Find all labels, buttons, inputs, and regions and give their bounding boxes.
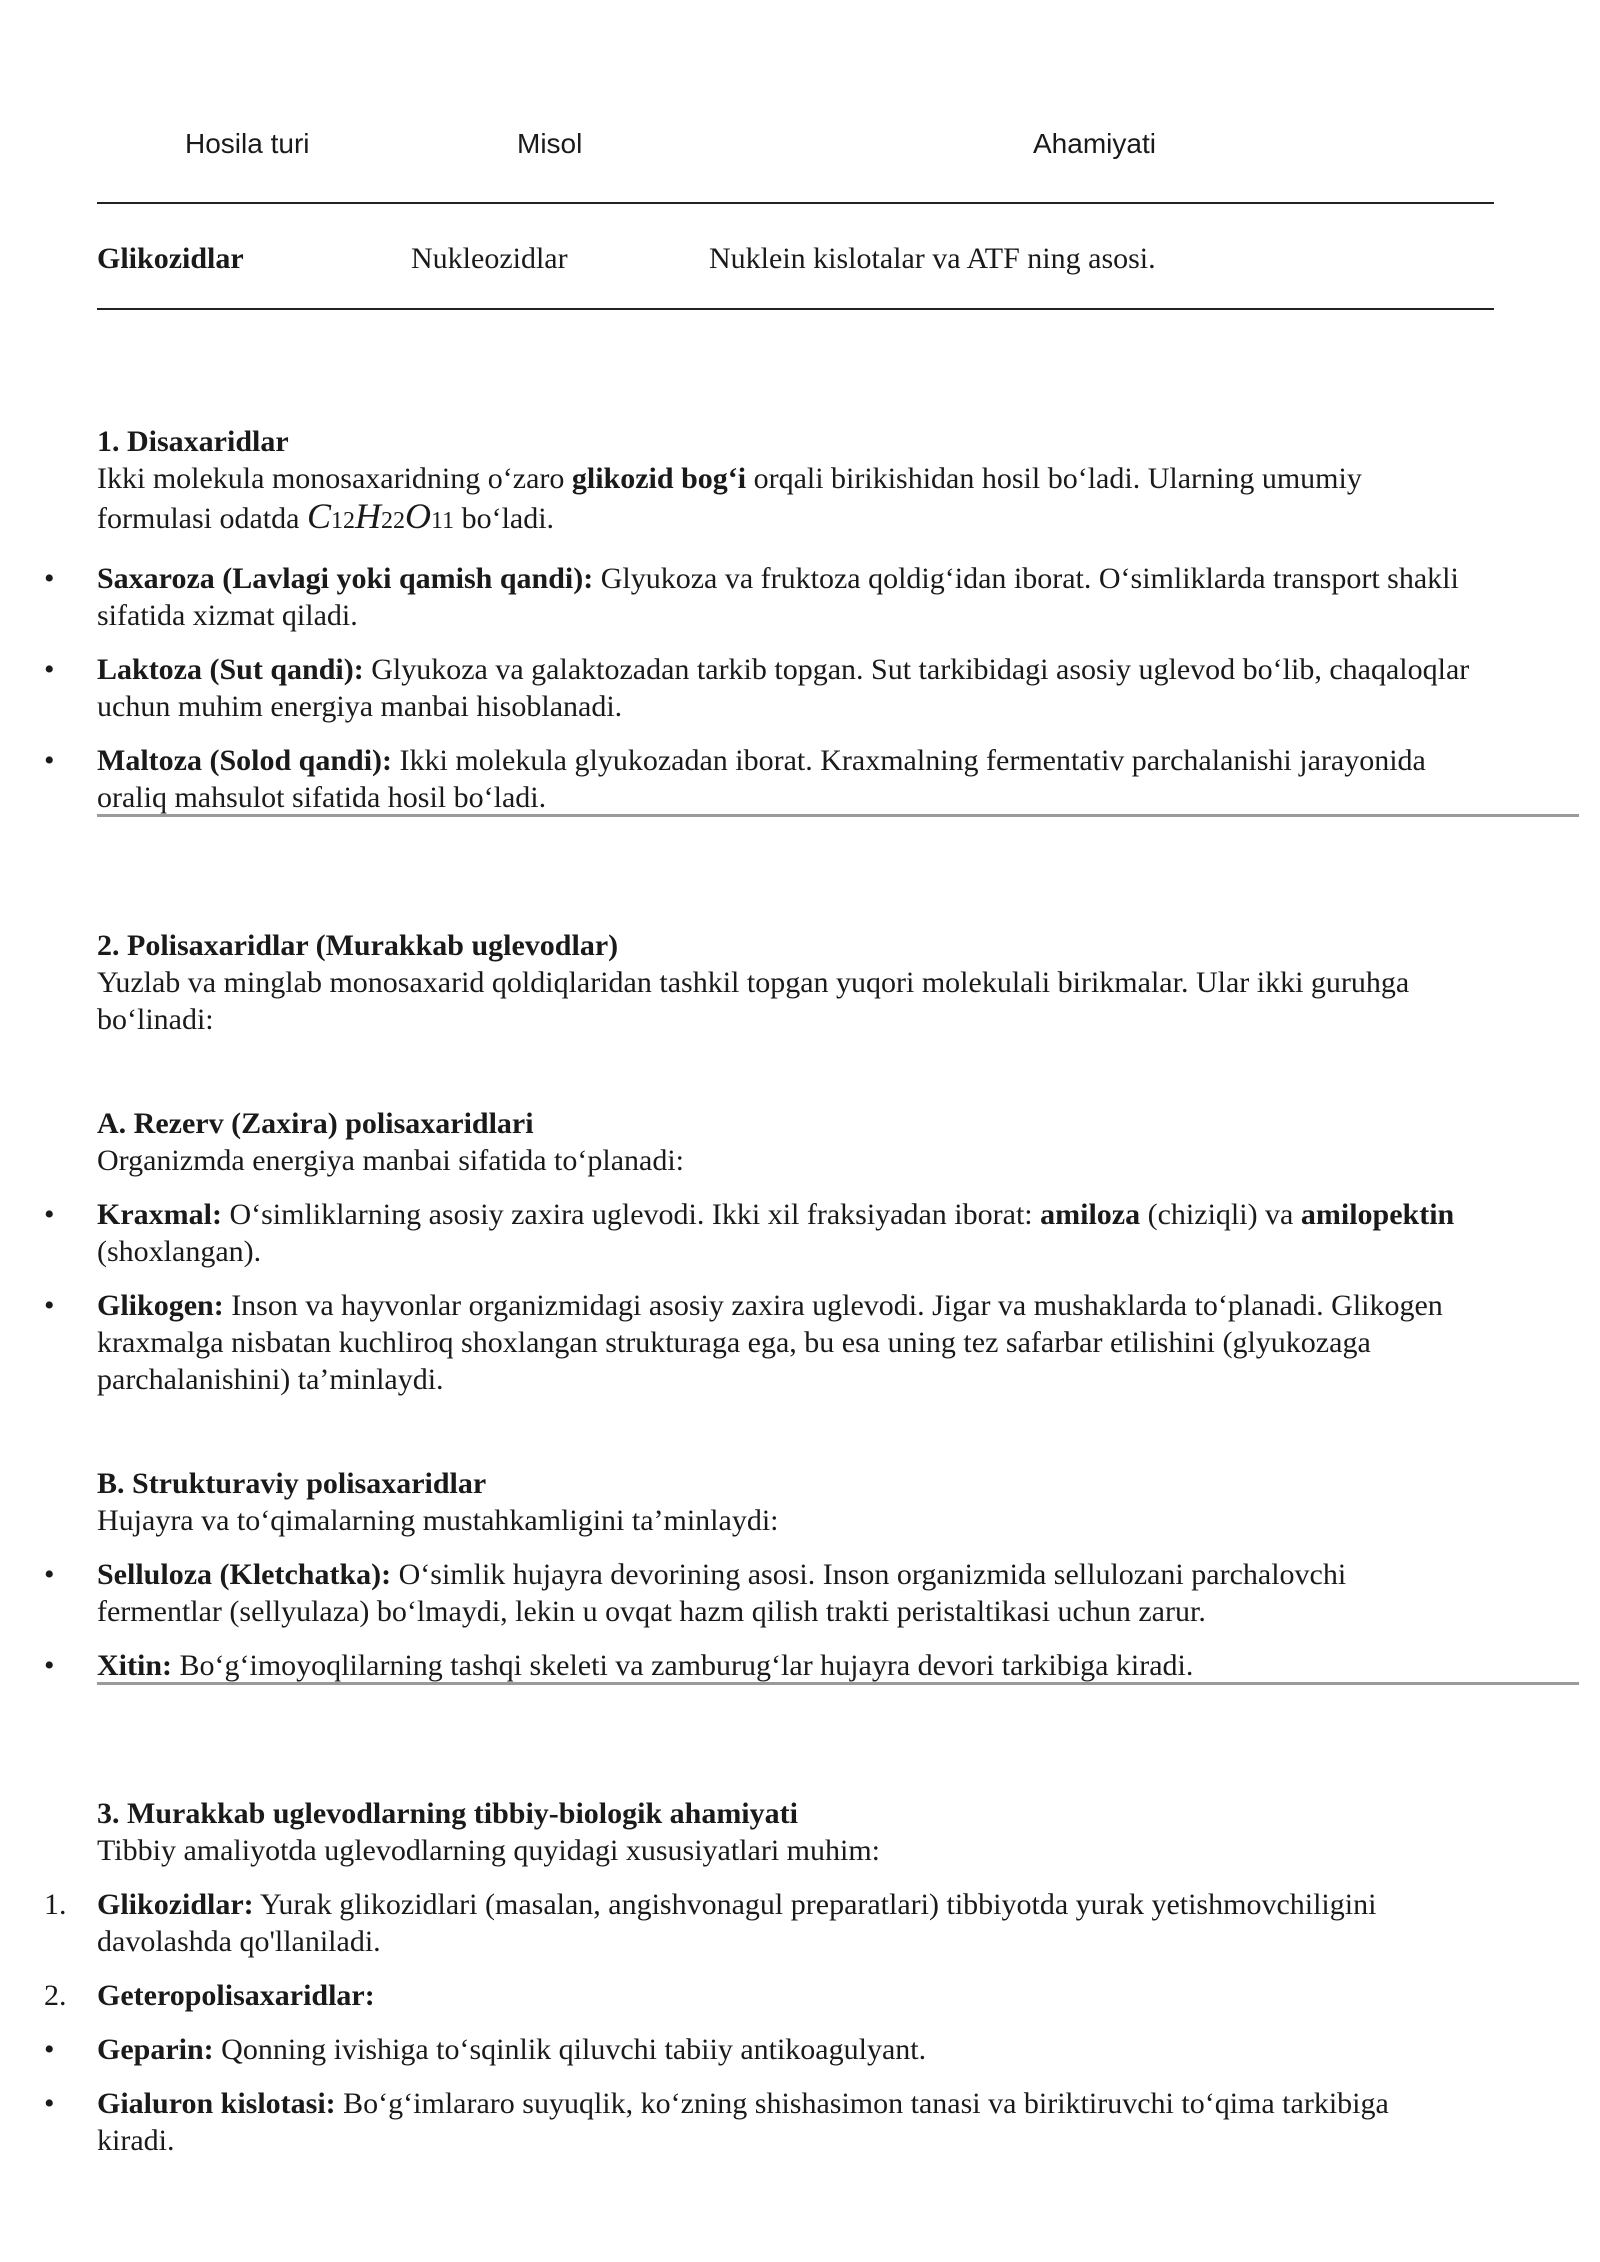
- list-item: Glikogen: Inson va hayvonlar organizmidagi asosiy zaxira uglevodi. Jigar va mushaklarda to‘planadi. Glikogen: [97, 1289, 1443, 1322]
- list-number: 2.: [44, 1979, 67, 2012]
- subsection-heading: B. Strukturaviy polisaxaridlar: [97, 1467, 487, 1500]
- bullet-marker: •: [44, 1649, 55, 1682]
- list-item: Maltoza (Solod qandi): Ikki molekula glyukozadan iborat. Kraxmalning fermentativ parchalanishi jarayonida: [97, 744, 1426, 777]
- list-item: Xitin: Bo‘g‘imoyoqlilarning tashqi skeleti va zamburug‘lar hujayra devori tarkibiga kiradi.: [97, 1649, 1194, 1682]
- list-item-line: fermentlar (sellyulaza) bo‘lmaydi, lekin u ovqat hazm qilish trakti peristaltikasi uchun zarur.: [97, 1595, 1206, 1628]
- bullet-marker: •: [44, 2033, 55, 2066]
- paragraph-line: Tibbiy amaliyotda uglevodlarning quyidagi xususiyatlari muhim:: [97, 1834, 880, 1867]
- table-header-cell: Ahamiyati: [1033, 128, 1156, 159]
- list-item: Saxaroza (Lavlagi yoki qamish qandi): Glyukoza va fruktoza qoldig‘idan iborat. O‘simliklarda transport shakli: [97, 562, 1459, 595]
- bullet-marker: •: [44, 1558, 55, 1591]
- table-header-cell: Hosila turi: [185, 128, 310, 159]
- bullet-marker: •: [44, 744, 55, 777]
- list-item: Gialuron kislotasi: Bo‘g‘imlararo suyuqlik, ko‘zning shishasimon tanasi va biriktiruvchi to‘qima tarkibiga: [97, 2087, 1389, 2120]
- chemical-formula: C12H22O11: [306, 496, 455, 536]
- list-item: Selluloza (Kletchatka): O‘simlik hujayra devorining asosi. Inson organizmida sellulozani parchalovchi: [97, 1558, 1347, 1591]
- table-cell: Nukleozidlar: [411, 242, 568, 275]
- numbered-item: Geteropolisaxaridlar:: [97, 1979, 375, 2012]
- list-item: Geparin: Qonning ivishiga to‘sqinlik qiluvchi tabiiy antikoagulyant.: [97, 2033, 927, 2066]
- list-item-line: uchun muhim energiya manbai hisoblanadi.: [97, 690, 623, 723]
- subsection-heading: A. Rezerv (Zaxira) polisaxaridlari: [97, 1107, 534, 1140]
- bullet-marker: •: [44, 2087, 55, 2120]
- bullet-marker: •: [44, 653, 55, 686]
- list-number: 1.: [44, 1888, 67, 1921]
- bullet-marker: •: [44, 1289, 55, 1322]
- paragraph-line: formulasi odatda C12H22O11 bo‘ladi.: [97, 496, 555, 536]
- table-header-row: [97, 128, 1494, 176]
- section-separator: [97, 1682, 1579, 1685]
- list-item-line: kiradi.: [97, 2124, 175, 2157]
- section-heading: 3. Murakkab uglevodlarning tibbiy-biologik ahamiyati: [97, 1797, 798, 1830]
- bullet-marker: •: [44, 562, 55, 595]
- list-item: Kraxmal: O‘simliklarning asosiy zaxira uglevodi. Ikki xil fraksiyadan iborat: amiloza (chiziqli) va amilopektin: [97, 1198, 1455, 1231]
- paragraph-line: Hujayra va to‘qimalarning mustahkamligini ta’minlaydi:: [97, 1504, 779, 1537]
- table-rule: [97, 308, 1494, 310]
- list-item-line: oraliq mahsulot sifatida hosil bo‘ladi.: [97, 781, 547, 814]
- table-cell: Glikozidlar: [97, 242, 244, 275]
- list-item: Laktoza (Sut qandi): Glyukoza va galaktozadan tarkib topgan. Sut tarkibidagi asosiy uglevod bo‘lib, chaqaloqlar: [97, 653, 1470, 686]
- list-item-line: (shoxlangan).: [97, 1235, 262, 1268]
- table-cell: Nuklein kislotalar va ATF ning asosi.: [709, 242, 1156, 275]
- list-item-line: kraxmalga nisbatan kuchliroq shoxlangan strukturaga ega, bu esa uning tez safarbar etilishini (glyukozaga: [97, 1326, 1371, 1359]
- list-item-line: davolashda qo'llaniladi.: [97, 1925, 381, 1958]
- numbered-item: Glikozidlar: Yurak glikozidlari (masalan, angishvonagul preparatlari) tibbiyotda yurak yetishmovchiligini: [97, 1888, 1377, 1921]
- paragraph-line: Yuzlab va minglab monosaxarid qoldiqlaridan tashkil topgan yuqori molekulali birikmalar. Ular ikki guruhga: [97, 966, 1410, 999]
- paragraph-line: Organizmda energiya manbai sifatida to‘planadi:: [97, 1144, 685, 1177]
- section-heading: 1. Disaxaridlar: [97, 425, 289, 458]
- section-separator: [97, 814, 1579, 817]
- paragraph-line: bo‘linadi:: [97, 1003, 214, 1036]
- table-rule: [97, 202, 1494, 204]
- list-item-line: parchalanishini) ta’minlaydi.: [97, 1363, 444, 1396]
- table-header-cell: Misol: [517, 128, 583, 159]
- section-heading: 2. Polisaxaridlar (Murakkab uglevodlar): [97, 929, 619, 962]
- paragraph-line: Ikki molekula monosaxaridning o‘zaro glikozid bog‘i orqali birikishidan hosil bo‘ladi. Ularning umumiy: [97, 462, 1362, 495]
- table-row: [97, 242, 1494, 282]
- bullet-marker: •: [44, 1198, 55, 1231]
- list-item-line: sifatida xizmat qiladi.: [97, 599, 358, 632]
